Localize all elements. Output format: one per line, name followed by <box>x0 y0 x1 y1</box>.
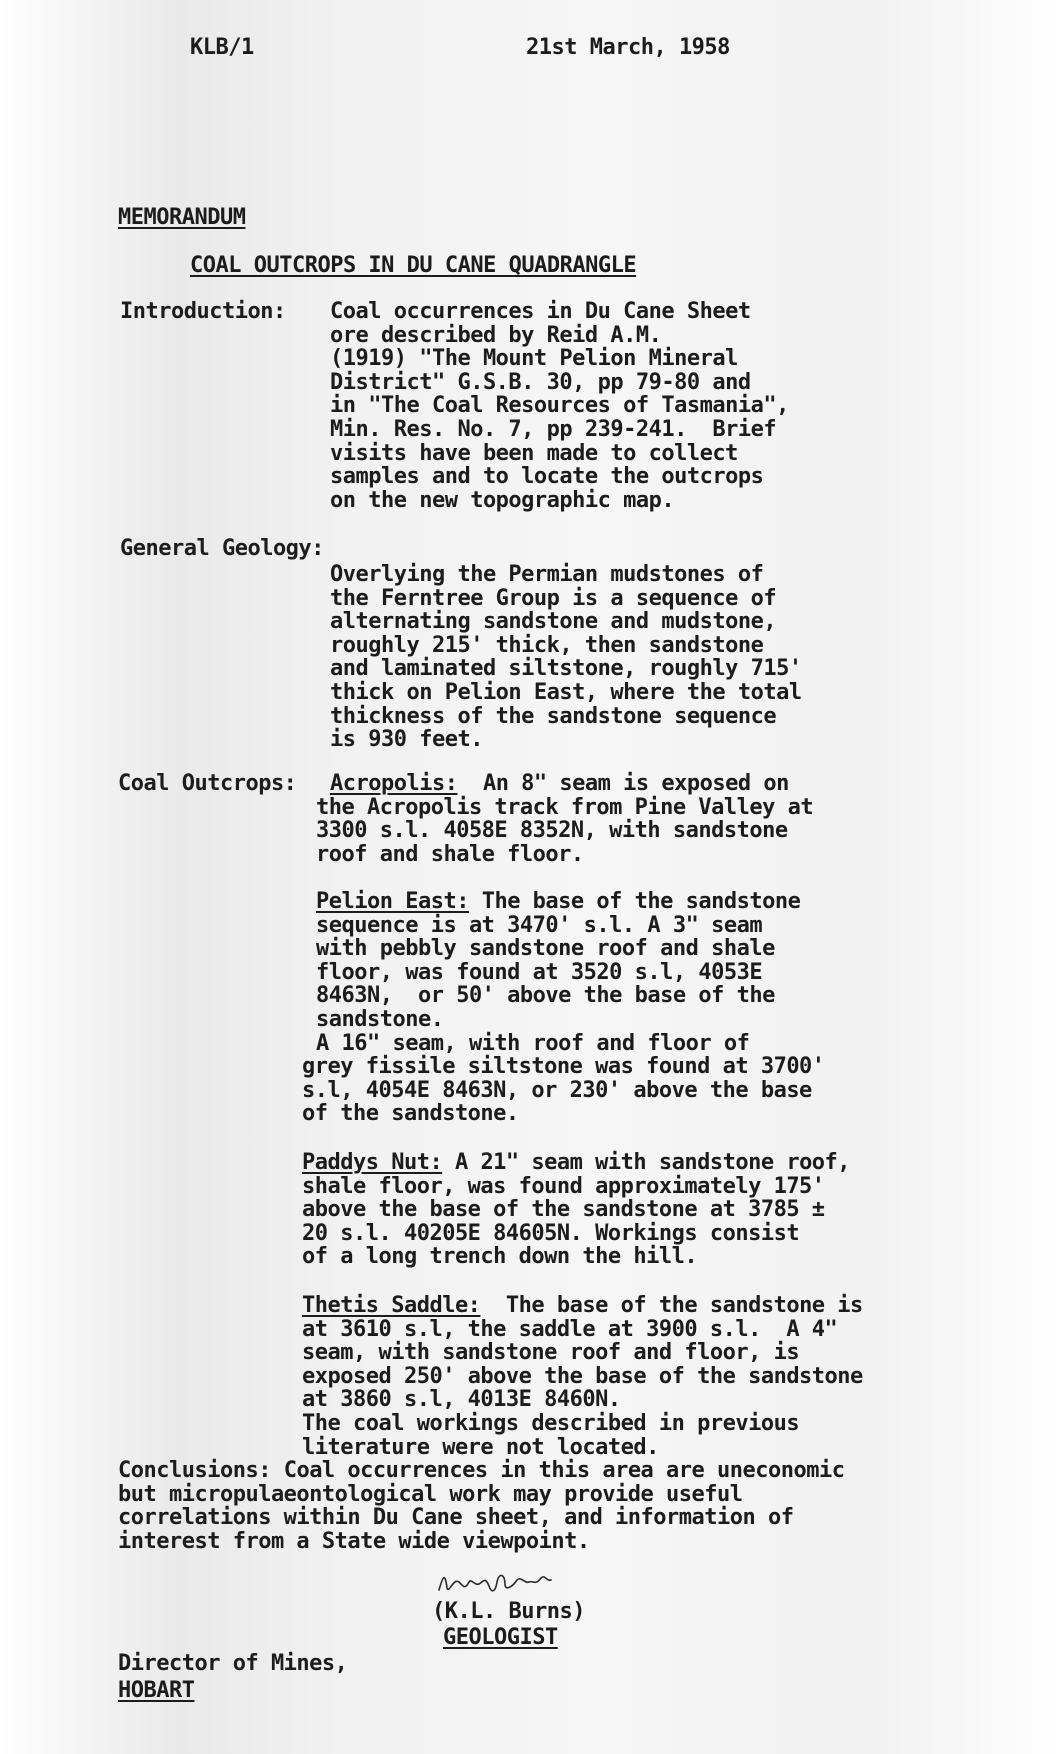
geology-line: alternating sandstone and mudstone, <box>330 609 777 635</box>
acropolis-line: the Acropolis track from Pine Valley at <box>316 794 814 820</box>
pelion-east-line: 8463N, or 50' above the base of the <box>316 983 775 1009</box>
introduction-line: Coal occurrences in Du Cane Sheet <box>330 299 751 324</box>
pelion-east-line: s.l, 4054E 8463N, or 230' above the base <box>302 1077 812 1103</box>
memo-title: COAL OUTCROPS IN DU CANE QUADRANGLE <box>190 253 637 278</box>
introduction-line: samples and to locate the outcrops <box>330 464 764 490</box>
reference-code: KLB/1 <box>190 35 254 60</box>
pelion-east-line: sandstone. <box>316 1007 444 1032</box>
acropolis-line: roof and shale floor. <box>316 841 584 867</box>
signatory-role: GEOLOGIST <box>443 1625 558 1650</box>
thetis-saddle-line: exposed 250' above the base of the sandstone <box>302 1363 863 1389</box>
thetis-saddle-line: The coal workings described in previous <box>302 1411 800 1436</box>
conclusions-line: correlations within Du Cane sheet, and information of <box>118 1505 794 1531</box>
introduction-line: in "The Coal Resources of Tasmania", <box>330 393 789 419</box>
recipient-city: HOBART <box>118 1678 195 1703</box>
pelion-east-line: grey fissile siltstone was found at 3700' <box>302 1054 825 1080</box>
conclusions-first-line: Conclusions: Coal occurrences in this area are uneconomic <box>118 1458 845 1483</box>
geology-line: and laminated siltstone, roughly 715' <box>330 656 802 682</box>
pelion-east-line: sequence is at 3470' s.l. A 3" seam <box>316 912 763 938</box>
thetis-saddle-first-line: Thetis Saddle: The base of the sandstone is <box>302 1293 863 1318</box>
pelion-east-heading: Pelion East: <box>316 889 469 914</box>
geology-line: roughly 215' thick, then sandstone <box>330 632 764 658</box>
recipient-line: Director of Mines, <box>118 1651 348 1676</box>
general-geology-label: General Geology: <box>120 536 324 561</box>
paddys-nut-line: shale floor, was found approximately 175' <box>302 1173 825 1199</box>
introduction-label: Introduction: <box>120 299 286 324</box>
pelion-east-line: with pebbly sandstone roof and shale <box>316 936 775 962</box>
thetis-saddle-line: at 3860 s.l, 4013E 8460N. <box>302 1387 621 1413</box>
geology-line: thickness of the sandstone sequence <box>330 703 777 729</box>
paddys-nut-line: 20 s.l. 40205E 84605N. Workings consist <box>302 1220 800 1246</box>
thetis-saddle-line: literature were not located. <box>302 1434 659 1460</box>
paddys-nut-line: above the base of the sandstone at 3785 ± <box>302 1197 825 1223</box>
paddys-nut-first-line: Paddys Nut: A 21" seam with sandstone roof, <box>302 1150 851 1175</box>
pelion-east-line: floor, was found at 3520 s.l, 4053E <box>316 959 763 985</box>
memo-date: 21st March, 1958 <box>526 35 730 60</box>
introduction-line: on the new topographic map. <box>330 487 675 513</box>
pelion-east-first-line: Pelion East: The base of the sandstone <box>316 889 801 914</box>
acropolis-line: 3300 s.l. 4058E 8352N, with sandstone <box>316 818 788 844</box>
introduction-line: visits have been made to collect <box>330 440 738 466</box>
thetis-saddle-heading: Thetis Saddle: <box>302 1293 481 1318</box>
introduction-line: (1919) "The Mount Pelion Mineral <box>330 346 738 372</box>
acropolis-first-line: Acropolis: An 8" seam is exposed on <box>330 771 789 796</box>
acropolis-heading: Acropolis: <box>330 771 458 796</box>
conclusions-line: but micropulaeontological work may provide useful <box>118 1481 743 1507</box>
conclusions-label: Conclusions: <box>118 1458 271 1483</box>
geology-line: thick on Pelion East, where the total <box>330 680 802 705</box>
geology-line: the Ferntree Group is a sequence of <box>330 585 777 611</box>
pelion-east-line: A 16" seam, with roof and floor of <box>316 1030 750 1056</box>
geology-line: Overlying the Permian mudstones of <box>330 562 764 587</box>
paddys-nut-heading: Paddys Nut: <box>302 1150 443 1175</box>
introduction-line: Min. Res. No. 7, pp 239-241. Brief <box>330 417 777 442</box>
thetis-saddle-line: at 3610 s.l, the saddle at 3900 s.l. A 4" <box>302 1316 838 1342</box>
coal-outcrops-label: Coal Outcrops: <box>118 771 297 796</box>
memo-label: MEMORANDUM <box>118 205 246 230</box>
signatory-name: (K.L. Burns) <box>432 1599 585 1624</box>
introduction-line: ore described by Reid A.M. <box>330 322 662 348</box>
pelion-east-line: of the sandstone. <box>302 1101 519 1127</box>
handwritten-signature <box>435 1564 555 1600</box>
geology-line: is 930 feet. <box>330 727 483 753</box>
conclusions-line: interest from a State wide viewpoint. <box>118 1528 590 1554</box>
introduction-line: District" G.S.B. 30, pp 79-80 and <box>330 369 751 395</box>
paddys-nut-line: of a long trench down the hill. <box>302 1244 698 1270</box>
thetis-saddle-line: seam, with sandstone roof and floor, is <box>302 1340 800 1366</box>
